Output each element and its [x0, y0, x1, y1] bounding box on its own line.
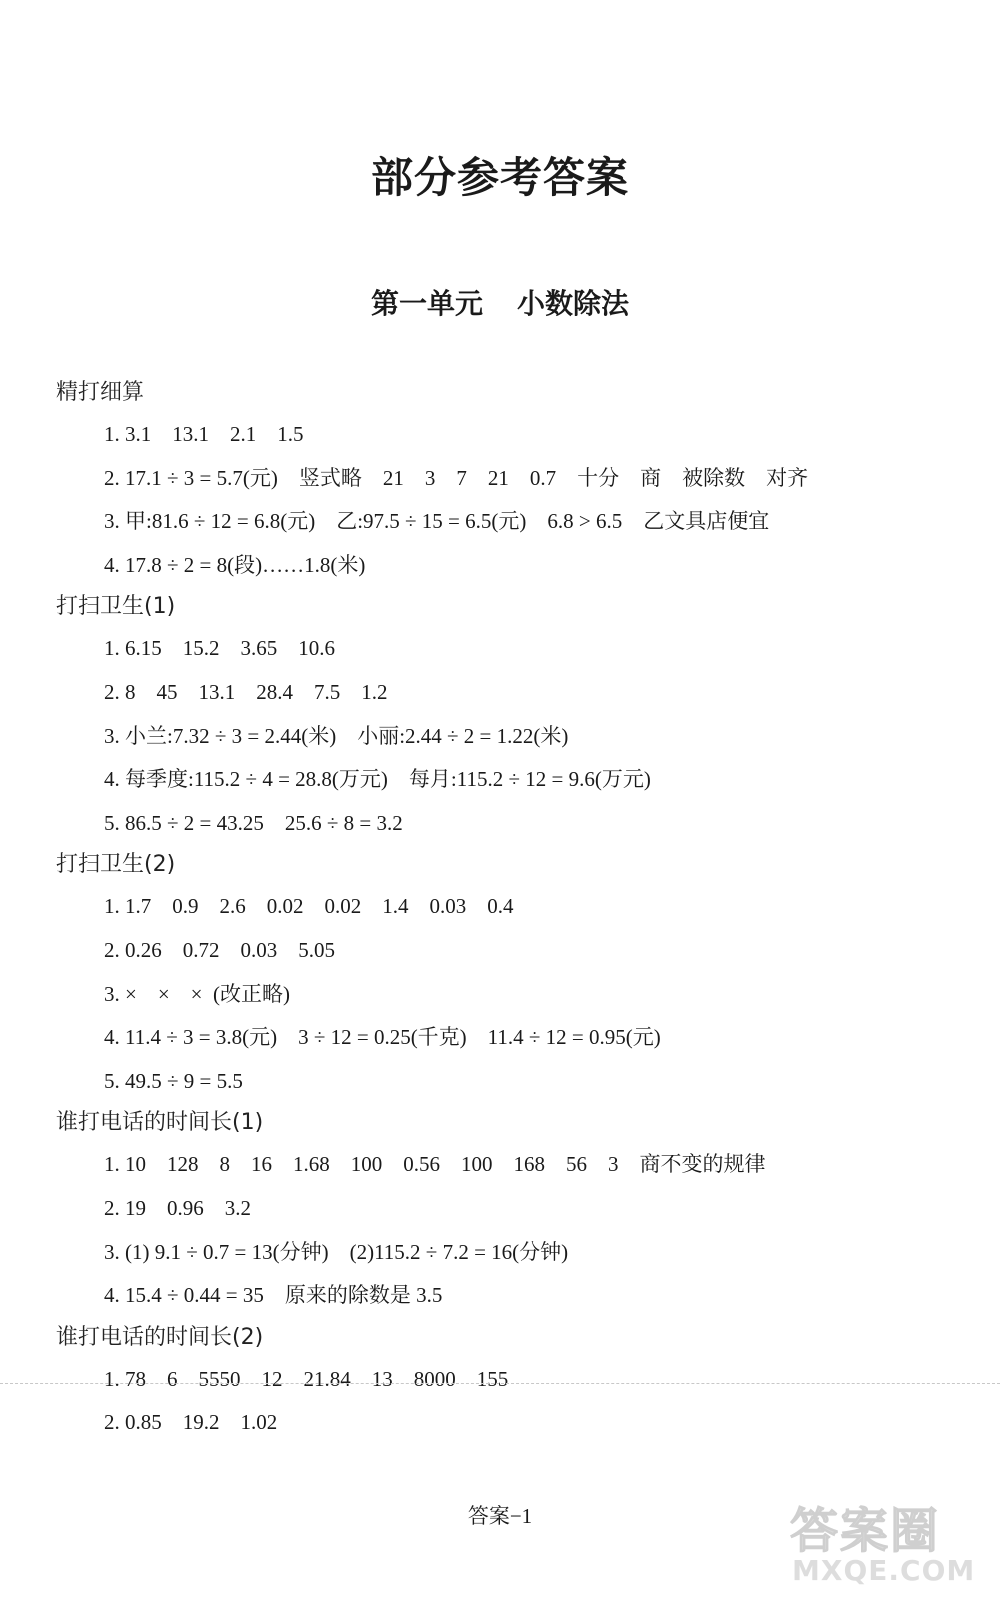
answer-item: 2. 19 0.96 3.2	[104, 1195, 251, 1220]
answer-item: 4. 17.8 ÷ 2 = 8(段)……1.8(米)	[104, 552, 366, 577]
unit-name: 小数除法	[517, 287, 630, 320]
answer-item: 2. 0.26 0.72 0.03 5.05	[104, 937, 335, 962]
section-title: 打扫卫生(1)	[56, 594, 176, 620]
page-title: 部分参考答案	[370, 153, 629, 202]
answer-item: 1. 1.7 0.9 2.6 0.02 0.02 1.4 0.03 0.4	[104, 894, 514, 919]
answer-item: 3. 小兰:7.32 ÷ 3 = 2.44(米) 小丽:2.44 ÷ 2 = 1.22(米)	[104, 723, 569, 748]
answer-item: 3. × × × (改正略)	[104, 981, 291, 1006]
watermark-logo	[790, 1492, 980, 1592]
answer-item: 1. 6.15 15.2 3.65 10.6	[104, 636, 335, 661]
answer-item: 4. 15.4 ÷ 0.44 = 35 原来的除数是 3.5	[104, 1283, 443, 1308]
section-title: 精打细算	[56, 380, 145, 405]
answer-item: 1. 3.1 13.1 2.1 1.5	[104, 422, 304, 446]
answer-item: 3. (1) 9.1 ÷ 0.7 = 13(分钟) (2)115.2 ÷ 7.2 = 16(分钟)	[104, 1239, 569, 1264]
watermark-url: MXQE.COM	[792, 1554, 976, 1587]
section-title: 打扫卫生(2)	[56, 852, 176, 878]
section-title: 谁打电话的时间长(2)	[56, 1324, 264, 1350]
answer-item: 5. 49.5 ÷ 9 = 5.5	[104, 1068, 243, 1093]
section-title: 谁打电话的时间长(1)	[56, 1110, 264, 1136]
page-footer: 答案−1	[467, 1504, 533, 1528]
answer-section	[56, 845, 976, 1103]
unit-number: 第一单元	[370, 287, 483, 320]
dashed-divider	[0, 1383, 1000, 1384]
answer-item: 5. 86.5 ÷ 2 = 43.25 25.6 ÷ 8 = 3.2	[104, 810, 403, 835]
answer-section	[56, 1318, 976, 1445]
answer-item: 4. 11.4 ÷ 3 = 3.8(元) 3 ÷ 12 = 0.25(千克) 11.4 ÷ 12 = 0.95(元)	[104, 1025, 661, 1050]
answer-item: 3. 甲:81.6 ÷ 12 = 6.8(元) 乙:97.5 ÷ 15 = 6.5(元) 6.8 > 6.5 乙文具店便宜	[104, 509, 770, 534]
unit-heading	[0, 282, 1000, 322]
answer-section	[56, 1103, 976, 1317]
answer-item: 2. 0.85 19.2 1.02	[104, 1410, 278, 1435]
answer-section	[56, 587, 976, 845]
answer-item: 1. 78 6 5550 12 21.84 13 8000 155	[104, 1366, 509, 1391]
answer-item: 1. 10 128 8 16 1.68 100 0.56 100 168 56 3 商不变的规律	[104, 1152, 766, 1177]
answer-section	[56, 373, 976, 587]
answer-item: 2. 17.1 ÷ 3 = 5.7(元) 竖式略 21 3 7 21 0.7 十分 商 被除数 对齐	[104, 465, 809, 490]
answer-item: 4. 每季度:115.2 ÷ 4 = 28.8(万元) 每月:115.2 ÷ 12 = 9.6(万元)	[104, 767, 651, 792]
answer-content	[56, 373, 976, 1445]
answer-item: 2. 8 45 13.1 28.4 7.5 1.2	[104, 679, 388, 704]
watermark-logo-text: 答案圈	[790, 1503, 941, 1559]
